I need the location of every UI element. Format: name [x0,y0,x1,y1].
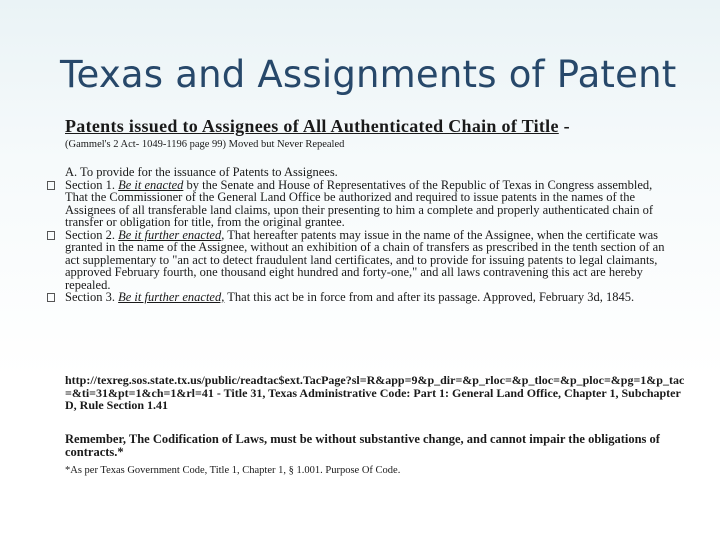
section-2-emphasis: Be it further enacted [118,227,222,242]
act-body [65,166,677,304]
section-heading [65,116,570,136]
checkbox-bullet-icon [47,293,55,302]
section-2-lead: Section 2. [65,227,119,242]
checkbox-bullet-icon [47,231,55,240]
footnote: *As per Texas Government Code, Title 1, Chapter 1, § 1.001. Purpose Of Code. [65,465,401,476]
remember-note: Remember, The Codification of Laws, must be without substantive change, and cannot impair the obligations of contracts.* [65,432,660,459]
citation-link[interactable]: http://texreg.sos.state.tx.us/public/readtac$ext.TacPage?sl=R&app=9&p_dir=&p_rloc=&p_tloc=&p_ploc=&pg=1&p_tac=&ti=31&pt=1&ch=1&rl=41 [65,373,685,400]
citation [65,374,685,412]
section-1-paragraph [65,179,677,229]
section-heading-text: Patents issued to Assignees of All Authenticated Chain of Title [65,116,559,136]
checkbox-bullet-icon [47,181,55,190]
section-1-text: by the Senate and House of Representatives of the Republic of Texas in Congress assembled, That the Commissioner of the General Land Office be authorized and required to issue patents in the names of the Assignees of all transferable land claims, upon their presenting to him a complete and properly authenticated chain of transfer or obligation for title, from the original grantee. [65,177,654,229]
section-1-lead: Section 1. [65,177,119,192]
page-title: Texas and Assignments of Patent [60,53,677,96]
section-3-lead: Section 3. [65,290,119,304]
section-2-text: , That hereafter patents may issue in the name of the Assignee, when the certificate was granted in the name of the Assignee, without an exhibition of a chain of transfers as prescribed in the tenth section of an act supplementary to "an act to detect fraudulent land certificates, and to provide for issuing patents to legal claimants, approved February fourth, one thousand eight hundred and forty-one," and all laws contravening this act are hereby repealed. [65,227,665,292]
intro-paragraph: A. To provide for the issuance of Patents to Assignees. [65,165,338,179]
section-3-text: That this act be in force from and after its passage. Approved, February 3d, 1845. [224,290,635,304]
citation-text: - Title 31, Texas Administrative Code: Part 1: General Land Office, Chapter 1, Subchapter D, Rule Section 1.41 [65,385,681,412]
section-heading-suffix: - [558,116,570,136]
subheading: (Gammel's 2 Act- 1049-1196 page 99) Moved but Never Repealed [65,139,345,150]
section-1-emphasis: Be it enacted [118,177,184,192]
section-3-paragraph [65,291,677,304]
section-2-paragraph [65,229,677,292]
section-3-emphasis: Be it further enacted, [118,290,225,304]
